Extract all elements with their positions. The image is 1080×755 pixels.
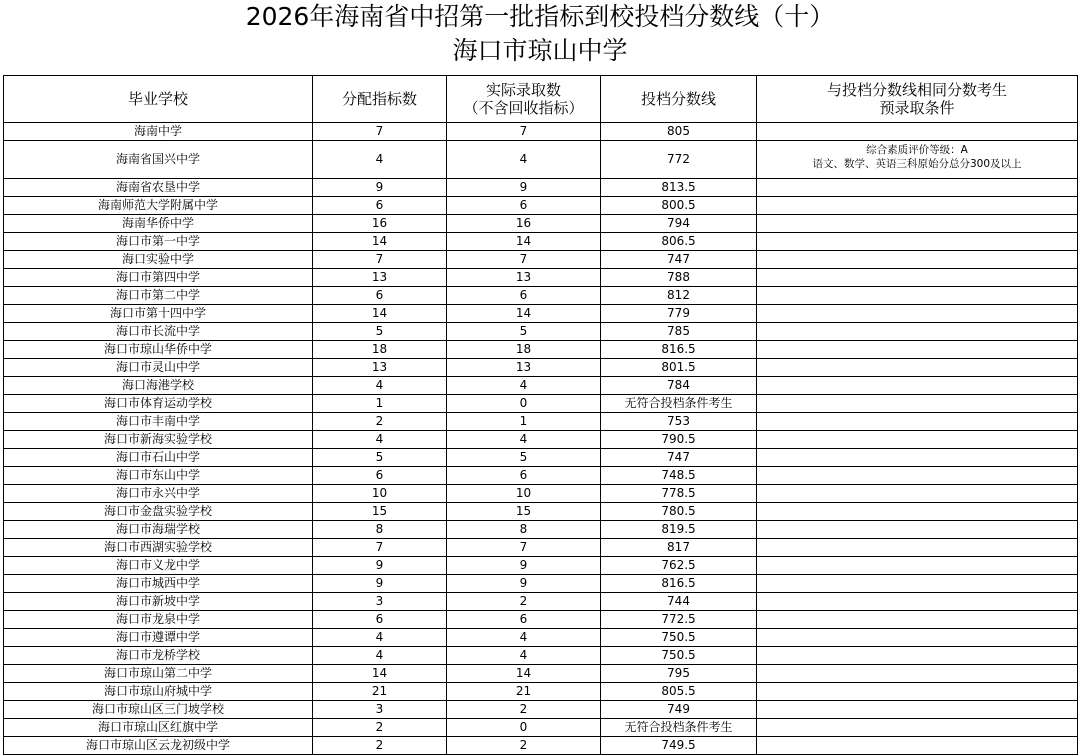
table-row: [4, 521, 1078, 539]
cell-score: 816.5: [601, 575, 757, 593]
cell-school: 海口市海瑞学校: [4, 521, 313, 539]
table-row: [4, 449, 1078, 467]
cell-school: 海口市龙桥学校: [4, 647, 313, 665]
header-actual: [447, 76, 601, 123]
cell-school: 海口海港学校: [4, 377, 313, 395]
cell-score: 772.5: [601, 611, 757, 629]
table-row: [4, 377, 1078, 395]
table-row: [4, 179, 1078, 197]
cell-score: 753: [601, 413, 757, 431]
cell-quota: 5: [313, 323, 447, 341]
cell-actual: 13: [447, 269, 601, 287]
score-table: [3, 75, 1078, 755]
cell-school: 海口市长流中学: [4, 323, 313, 341]
cell-condition: [757, 647, 1078, 665]
table-row: [4, 467, 1078, 485]
cell-quota: 7: [313, 123, 447, 141]
cell-quota: 14: [313, 233, 447, 251]
cell-condition: [757, 323, 1078, 341]
cell-condition: [757, 305, 1078, 323]
cell-condition: [757, 665, 1078, 683]
table-row: [4, 413, 1078, 431]
table-row: [4, 287, 1078, 305]
cell-school: 海口市灵山中学: [4, 359, 313, 377]
cell-school: 海口市第十四中学: [4, 305, 313, 323]
condition-line1: 综合素质评价等级：A: [866, 144, 968, 156]
cell-condition: [757, 503, 1078, 521]
cell-school: 海口市遵谭中学: [4, 629, 313, 647]
cell-condition: [757, 215, 1078, 233]
cell-quota: 4: [313, 141, 447, 179]
cell-score: 无符合投档条件考生: [601, 395, 757, 413]
header-score: 投档分数线: [601, 76, 757, 123]
cell-school: 海口实验中学: [4, 251, 313, 269]
cell-school: 海口市新海实验学校: [4, 431, 313, 449]
cell-actual: 7: [447, 539, 601, 557]
cell-score: 813.5: [601, 179, 757, 197]
cell-quota: 9: [313, 179, 447, 197]
table-row: [4, 395, 1078, 413]
table-row: [4, 539, 1078, 557]
table-row: [4, 141, 1078, 179]
cell-score: 747: [601, 449, 757, 467]
cell-score: 748.5: [601, 467, 757, 485]
cell-condition: [757, 539, 1078, 557]
cell-quota: 6: [313, 467, 447, 485]
cell-quota: 21: [313, 683, 447, 701]
table-row: [4, 557, 1078, 575]
cell-actual: 9: [447, 179, 601, 197]
cell-actual: 14: [447, 665, 601, 683]
table-row: [4, 719, 1078, 737]
cell-school: 海南省农垦中学: [4, 179, 313, 197]
cell-score: 816.5: [601, 341, 757, 359]
cell-actual: 9: [447, 557, 601, 575]
cell-school: 海口市体育运动学校: [4, 395, 313, 413]
cell-condition: [757, 395, 1078, 413]
cell-actual: 6: [447, 611, 601, 629]
table-row: [4, 701, 1078, 719]
cell-quota: 8: [313, 521, 447, 539]
cell-score: 779: [601, 305, 757, 323]
cell-school: 海口市第四中学: [4, 269, 313, 287]
header-quota: 分配指标数: [313, 76, 447, 123]
cell-quota: 13: [313, 269, 447, 287]
cell-condition: [757, 233, 1078, 251]
table-row: [4, 647, 1078, 665]
cell-condition: [757, 485, 1078, 503]
cell-quota: 15: [313, 503, 447, 521]
cell-school: 海口市琼山区红旗中学: [4, 719, 313, 737]
cell-quota: 14: [313, 665, 447, 683]
cell-actual: 1: [447, 413, 601, 431]
cell-condition: [757, 269, 1078, 287]
cell-score: 819.5: [601, 521, 757, 539]
cell-condition: [757, 449, 1078, 467]
cell-school: 海口市琼山华侨中学: [4, 341, 313, 359]
table-row: [4, 305, 1078, 323]
cell-quota: 3: [313, 593, 447, 611]
cell-quota: 2: [313, 413, 447, 431]
table-row: [4, 251, 1078, 269]
cell-actual: 6: [447, 287, 601, 305]
cell-score: 801.5: [601, 359, 757, 377]
table-body: [4, 123, 1078, 755]
table-row: [4, 611, 1078, 629]
cell-school: 海口市丰南中学: [4, 413, 313, 431]
cell-condition: [757, 701, 1078, 719]
table-row: [4, 503, 1078, 521]
table-row: [4, 197, 1078, 215]
cell-actual: 4: [447, 629, 601, 647]
cell-actual: 6: [447, 197, 601, 215]
header-actual-line2: （不含回收指标）: [463, 99, 584, 117]
cell-actual: 2: [447, 593, 601, 611]
cell-score: 805: [601, 123, 757, 141]
cell-quota: 2: [313, 737, 447, 755]
header-condition: [757, 76, 1078, 123]
cell-actual: 16: [447, 215, 601, 233]
cell-actual: 7: [447, 251, 601, 269]
cell-quota: 6: [313, 197, 447, 215]
cell-score: 784: [601, 377, 757, 395]
cell-school: 海口市第二中学: [4, 287, 313, 305]
table-row: [4, 123, 1078, 141]
cell-school: 海口市石山中学: [4, 449, 313, 467]
cell-condition: [757, 377, 1078, 395]
cell-quota: 9: [313, 575, 447, 593]
cell-school: 海南华侨中学: [4, 215, 313, 233]
cell-condition: [757, 251, 1078, 269]
cell-quota: 7: [313, 539, 447, 557]
table-row: [4, 629, 1078, 647]
cell-actual: 14: [447, 233, 601, 251]
cell-condition: [757, 629, 1078, 647]
cell-actual: 4: [447, 647, 601, 665]
table-row: [4, 683, 1078, 701]
cell-condition: [757, 593, 1078, 611]
table-row: [4, 269, 1078, 287]
table-header-row: [4, 76, 1078, 123]
cell-condition: [757, 683, 1078, 701]
cell-quota: 6: [313, 287, 447, 305]
table-row: [4, 323, 1078, 341]
header-condition-line2: 预录取条件: [879, 99, 955, 117]
cell-score: 无符合投档条件考生: [601, 719, 757, 737]
cell-score: 812: [601, 287, 757, 305]
cell-school: 海南省国兴中学: [4, 141, 313, 179]
table-row: [4, 359, 1078, 377]
cell-actual: 4: [447, 141, 601, 179]
cell-quota: 13: [313, 359, 447, 377]
cell-condition: [757, 719, 1078, 737]
cell-score: 806.5: [601, 233, 757, 251]
cell-score: 790.5: [601, 431, 757, 449]
cell-score: 744: [601, 593, 757, 611]
cell-quota: 4: [313, 377, 447, 395]
cell-condition: [757, 287, 1078, 305]
page-subtitle: 海口市琼山中学: [452, 36, 628, 65]
cell-quota: 6: [313, 611, 447, 629]
cell-actual: 21: [447, 683, 601, 701]
cell-school: 海南中学: [4, 123, 313, 141]
header-school: 毕业学校: [4, 76, 313, 123]
table-row: [4, 593, 1078, 611]
table-row: [4, 341, 1078, 359]
table-row: [4, 233, 1078, 251]
cell-score: 817: [601, 539, 757, 557]
cell-quota: 7: [313, 251, 447, 269]
cell-score: 772: [601, 141, 757, 179]
cell-score: 762.5: [601, 557, 757, 575]
cell-condition: [757, 575, 1078, 593]
cell-actual: 4: [447, 377, 601, 395]
cell-school: 海口市城西中学: [4, 575, 313, 593]
cell-school: 海口市金盘实验学校: [4, 503, 313, 521]
cell-quota: 18: [313, 341, 447, 359]
cell-score: 750.5: [601, 629, 757, 647]
cell-school: 海口市琼山区三门坡学校: [4, 701, 313, 719]
cell-actual: 14: [447, 305, 601, 323]
cell-school: 海口市第一中学: [4, 233, 313, 251]
cell-score: 794: [601, 215, 757, 233]
header-actual-line1: 实际录取数: [485, 81, 561, 99]
cell-score: 780.5: [601, 503, 757, 521]
cell-condition: [757, 431, 1078, 449]
cell-actual: 2: [447, 701, 601, 719]
cell-score: 805.5: [601, 683, 757, 701]
table-row: [4, 665, 1078, 683]
cell-condition: [757, 141, 1078, 179]
cell-quota: 1: [313, 395, 447, 413]
cell-actual: 0: [447, 719, 601, 737]
cell-school: 海南师范大学附属中学: [4, 197, 313, 215]
cell-condition: [757, 179, 1078, 197]
cell-score: 800.5: [601, 197, 757, 215]
cell-score: 749.5: [601, 737, 757, 755]
cell-school: 海口市琼山区云龙初级中学: [4, 737, 313, 755]
cell-quota: 4: [313, 629, 447, 647]
cell-actual: 10: [447, 485, 601, 503]
cell-condition: [757, 467, 1078, 485]
cell-score: 778.5: [601, 485, 757, 503]
cell-condition: [757, 197, 1078, 215]
cell-actual: 8: [447, 521, 601, 539]
cell-actual: 18: [447, 341, 601, 359]
cell-actual: 5: [447, 449, 601, 467]
cell-condition: [757, 123, 1078, 141]
cell-score: 747: [601, 251, 757, 269]
condition-line2: 语文、数学、英语三科原始分总分300及以上: [812, 158, 1022, 170]
cell-actual: 9: [447, 575, 601, 593]
cell-school: 海口市龙泉中学: [4, 611, 313, 629]
cell-school: 海口市琼山府城中学: [4, 683, 313, 701]
cell-actual: 4: [447, 431, 601, 449]
cell-condition: [757, 557, 1078, 575]
cell-school: 海口市永兴中学: [4, 485, 313, 503]
cell-quota: 16: [313, 215, 447, 233]
header-condition-line1: 与投档分数线相同分数考生: [826, 81, 1007, 99]
cell-school: 海口市东山中学: [4, 467, 313, 485]
cell-quota: 4: [313, 647, 447, 665]
cell-condition: [757, 413, 1078, 431]
cell-quota: 9: [313, 557, 447, 575]
table-row: [4, 485, 1078, 503]
cell-condition: [757, 341, 1078, 359]
cell-quota: 3: [313, 701, 447, 719]
cell-actual: 15: [447, 503, 601, 521]
table-row: [4, 215, 1078, 233]
cell-score: 788: [601, 269, 757, 287]
cell-condition: [757, 521, 1078, 539]
cell-actual: 7: [447, 123, 601, 141]
cell-school: 海口市西湖实验学校: [4, 539, 313, 557]
page-title: 2026年海南省中招第一批指标到校投档分数线（十）: [245, 2, 835, 31]
cell-quota: 2: [313, 719, 447, 737]
table-row: [4, 575, 1078, 593]
cell-school: 海口市义龙中学: [4, 557, 313, 575]
cell-actual: 5: [447, 323, 601, 341]
cell-quota: 14: [313, 305, 447, 323]
cell-actual: 0: [447, 395, 601, 413]
cell-actual: 2: [447, 737, 601, 755]
cell-condition: [757, 611, 1078, 629]
cell-condition: [757, 359, 1078, 377]
cell-quota: 10: [313, 485, 447, 503]
cell-score: 785: [601, 323, 757, 341]
table-row: [4, 431, 1078, 449]
cell-school: 海口市新坡中学: [4, 593, 313, 611]
cell-actual: 13: [447, 359, 601, 377]
cell-school: 海口市琼山第二中学: [4, 665, 313, 683]
cell-score: 750.5: [601, 647, 757, 665]
cell-score: 795: [601, 665, 757, 683]
cell-quota: 4: [313, 431, 447, 449]
cell-quota: 5: [313, 449, 447, 467]
cell-actual: 6: [447, 467, 601, 485]
cell-score: 749: [601, 701, 757, 719]
